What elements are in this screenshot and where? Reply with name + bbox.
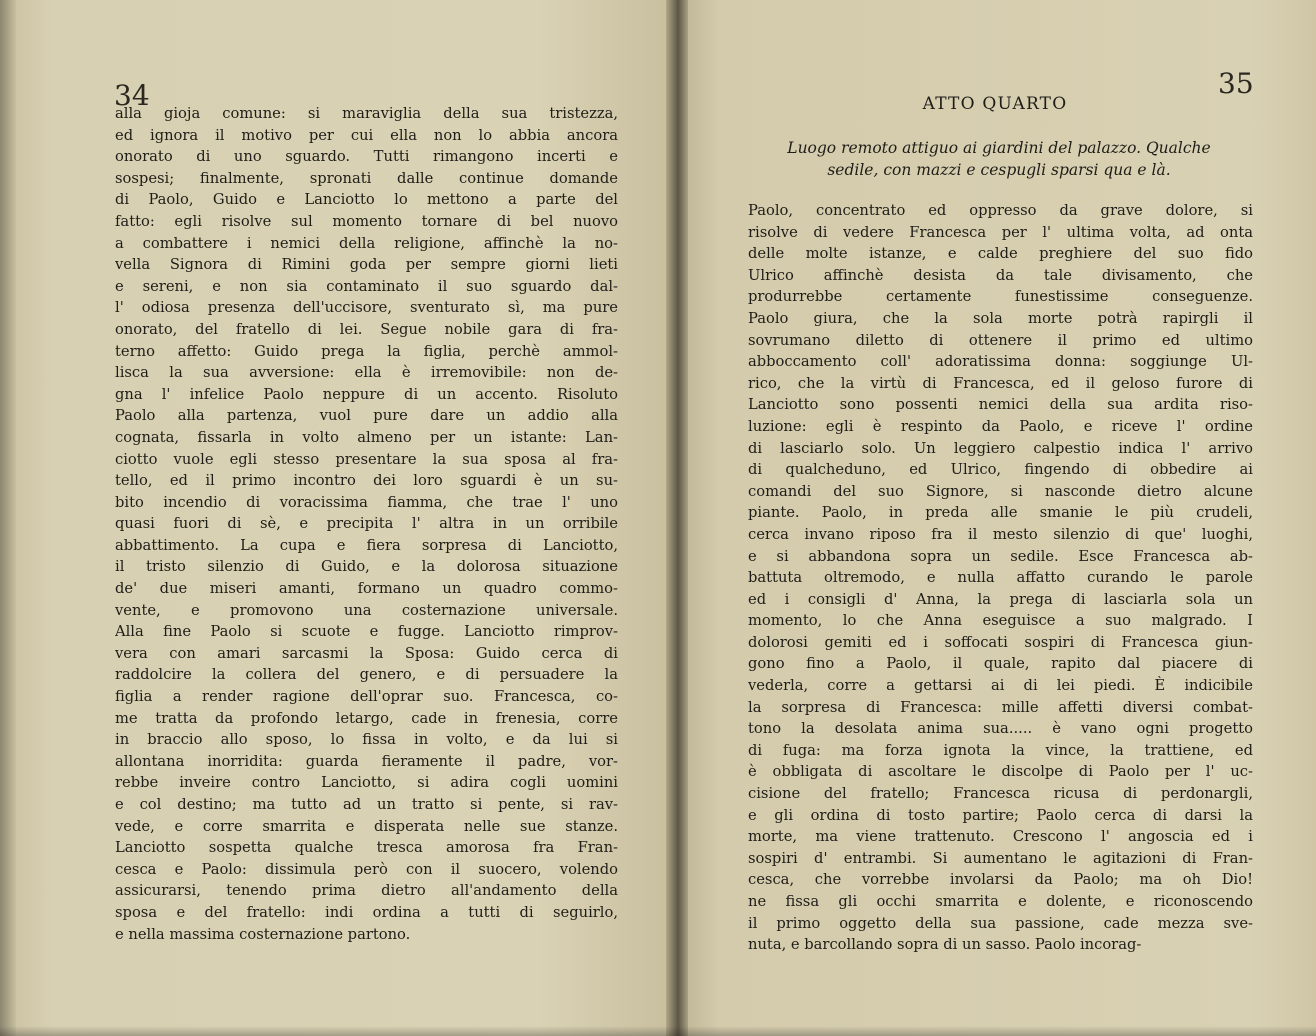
text-line: momento, lo che Anna eseguisce a suo malgrado. I (748, 612, 1253, 630)
text-line: Paolo, concentrato ed oppresso da grave dolore, si (748, 202, 1253, 219)
text-line: vera con amari sarcasmi la Sposa: Guido cerca di (115, 644, 618, 662)
text-line: bito incendio di voracissima fiamma, che trae l' uno (115, 493, 618, 511)
text-line: cesca, che vorrebbe involarsi da Paolo; ma oh Dio! (748, 871, 1253, 889)
text-line: sospesi; finalmente, spronati dalle continue domande (115, 169, 618, 187)
text-line: Lanciotto sospetta qualche tresca amorosa fra Fran- (115, 839, 618, 857)
text-line: vederla, corre a gettarsi ai di lei piedi. È indicibile (748, 677, 1253, 695)
text-line: allontana inorridita: guarda fieramente il padre, vor- (115, 752, 618, 770)
text-line: ed ignora il motivo per cui ella non lo abbia ancora (115, 126, 618, 144)
text-line: cognata, fissarla in volto almeno per un istante: Lan- (115, 428, 618, 446)
text-line: nuta, e barcollando sopra di un sasso. Paolo incorag- (748, 936, 1142, 954)
act-heading: ATTO QUARTO (922, 94, 1068, 114)
text-line: fatto: egli risolve sul momento tornare di bel nuovo (115, 212, 618, 230)
text-line: risolve di vedere Francesca per l' ultima volta, ad onta (748, 223, 1253, 241)
text-line: e si abbandona sopra un sedile. Esce Francesca ab- (748, 547, 1253, 565)
text-line: battuta oltremodo, e nulla affatto curando le parole (748, 569, 1253, 587)
text-line: assicurarsi, tenendo prima dietro all'andamento della (115, 882, 618, 900)
right-page (682, 0, 1316, 1036)
text-line: comandi del suo Signore, si nasconde dietro alcune (748, 482, 1253, 500)
page-shadow (0, 1026, 1316, 1036)
text-line: e gli ordina di tosto partire; Paolo cerca di darsi la (748, 806, 1253, 824)
text-line: sovrumano diletto di ottenere il primo ed ultimo (748, 331, 1253, 349)
text-line: tono la desolata anima sua..... è vano ogni progetto (748, 720, 1253, 738)
text-line: ne fissa gli occhi smarrita e dolente, e riconoscendo (748, 893, 1253, 910)
text-line: gna l' infelice Paolo neppure di un accento. Risoluto (115, 385, 618, 403)
text-line: di qualcheduno, ed Ulrico, fingendo di obbedire ai (748, 461, 1253, 479)
text-line: sospiri d' entrambi. Si aumentano le agitazioni di Fran- (748, 849, 1253, 867)
text-line: rico, che la virtù di Francesca, ed il geloso furore di (748, 374, 1253, 392)
text-line: e col destino; ma tutto ad un tratto si pente, si rav- (115, 796, 618, 813)
text-line: a combattere i nemici della religione, affinchè la no- (115, 234, 618, 252)
text-line: produrrebbe certamente funestissime conseguenze. (748, 288, 1253, 306)
text-line: raddolcire la collera del genero, e di persuadere la (115, 666, 618, 684)
text-line: ed i consigli d' Anna, la prega di lasciarla sola un (748, 590, 1253, 608)
text-line: tello, ed il primo incontro dei loro sguardi è un su- (115, 472, 618, 490)
text-line: Paolo giura, che la sola morte potrà rapirgli il (748, 309, 1253, 327)
text-line: il tristo silenzio di Guido, e la dolorosa situazione (115, 558, 618, 576)
text-line: vede, e corre smarrita e disperata nelle sue stanze. (115, 817, 618, 835)
text-line: dolorosi gemiti ed i soffocati sospiri di Francesca giun- (748, 633, 1253, 651)
text-line: sedile, con mazzi e cespugli sparsi qua e là. (827, 161, 1171, 179)
text-line: onorato, del fratello di lei. Segue nobile gara di fra- (115, 320, 618, 338)
page-number: 34 (114, 79, 150, 112)
text-line: ciotto vuole egli stesso presentare la sua sposa al fra- (115, 450, 618, 468)
text-line: la sorpresa di Francesca: mille affetti diversi combat- (748, 698, 1253, 716)
text-line: figlia a render ragione dell'oprar suo. Francesca, co- (115, 688, 618, 706)
text-line: cesca e Paolo: dissimula però con il suocero, volendo (115, 860, 618, 878)
text-line: lisca la sua avversione: ella è irremovibile: non de- (115, 364, 618, 382)
text-line: il primo oggetto della sua passione, cade mezza sve- (748, 914, 1253, 932)
left-page-text (115, 103, 618, 945)
text-line: vente, e promovono una costernazione universale. (115, 601, 618, 619)
text-line: e nella massima costernazione partono. (115, 925, 411, 943)
text-line: di fuga: ma forza ignota la vince, la trattiene, ed (748, 741, 1253, 759)
text-line: sposa e del fratello: indi ordina a tutti di seguirlo, (115, 903, 618, 921)
text-line: gono fino a Paolo, il quale, rapito dal piacere di (748, 655, 1253, 673)
text-line: Alla fine Paolo si scuote e fugge. Lanciotto rimprov- (115, 623, 618, 641)
text-line: è obbligata di ascoltare le discolpe di Paolo per l' uc- (748, 763, 1253, 781)
text-line: cerca invano riposo fra il mesto silenzio di que' luoghi, (748, 525, 1253, 543)
page-number: 35 (1218, 67, 1254, 100)
text-line: cisione del fratello; Francesca ricusa di perdonargli, (748, 785, 1253, 803)
text-line: alla gioja comune: si maraviglia della sua tristezza, (115, 105, 618, 122)
scene-description (745, 137, 1253, 181)
text-line: Lanciotto sono possenti nemici della sua ardita riso- (748, 396, 1253, 414)
right-page-text (748, 200, 1253, 956)
text-line: e sereni, e non sia contaminato il suo sguardo dal- (115, 277, 618, 295)
text-line: abbattimento. La cupa e fiera sorpresa di Lanciotto, (115, 536, 618, 554)
text-line: morte, ma viene trattenuto. Crescono l' angoscia ed i (748, 828, 1253, 846)
text-line: luzione: egli è respinto da Paolo, e riceve l' ordine (748, 417, 1253, 435)
text-line: vella Signora di Rimini goda per sempre giorni lieti (115, 256, 618, 274)
text-line: de' due miseri amanti, formano un quadro commo- (115, 580, 618, 598)
text-line: onorato di uno sguardo. Tutti rimangono incerti e (115, 148, 618, 166)
text-line: di lasciarlo solo. Un leggiero calpestio indica l' arrivo (748, 439, 1253, 457)
text-line: l' odiosa presenza dell'uccisore, sventurato sì, ma pure (115, 299, 618, 317)
text-line: in braccio allo sposo, lo fissa in volto, e da lui si (115, 731, 618, 749)
page-edge (0, 0, 16, 1036)
text-line: di Paolo, Guido e Lanciotto lo mettono a parte del (115, 191, 618, 209)
text-line: delle molte istanze, e calde preghiere del suo fido (748, 245, 1253, 263)
book-gutter (666, 0, 688, 1036)
text-line: quasi fuori di sè, e precipita l' altra in un orribile (115, 515, 618, 533)
text-line: me tratta da profondo letargo, cade in frenesia, corre (115, 709, 618, 727)
text-line: rebbe inveire contro Lanciotto, si adira cogli uomini (115, 774, 618, 792)
text-line: Luogo remoto attiguo ai giardini del palazzo. Qualche (787, 139, 1211, 157)
text-line: piante. Paolo, in preda alle smanie le più crudeli, (748, 504, 1253, 522)
text-line: Ulrico affinchè desista da tale divisamento, che (748, 266, 1253, 284)
text-line: abboccamento coll' adoratissima donna: soggiunge Ul- (748, 353, 1253, 371)
text-line: Paolo alla partenza, vuol pure dare un addio alla (115, 407, 618, 425)
text-line: terno affetto: Guido prega la figlia, perchè ammol- (115, 342, 618, 360)
